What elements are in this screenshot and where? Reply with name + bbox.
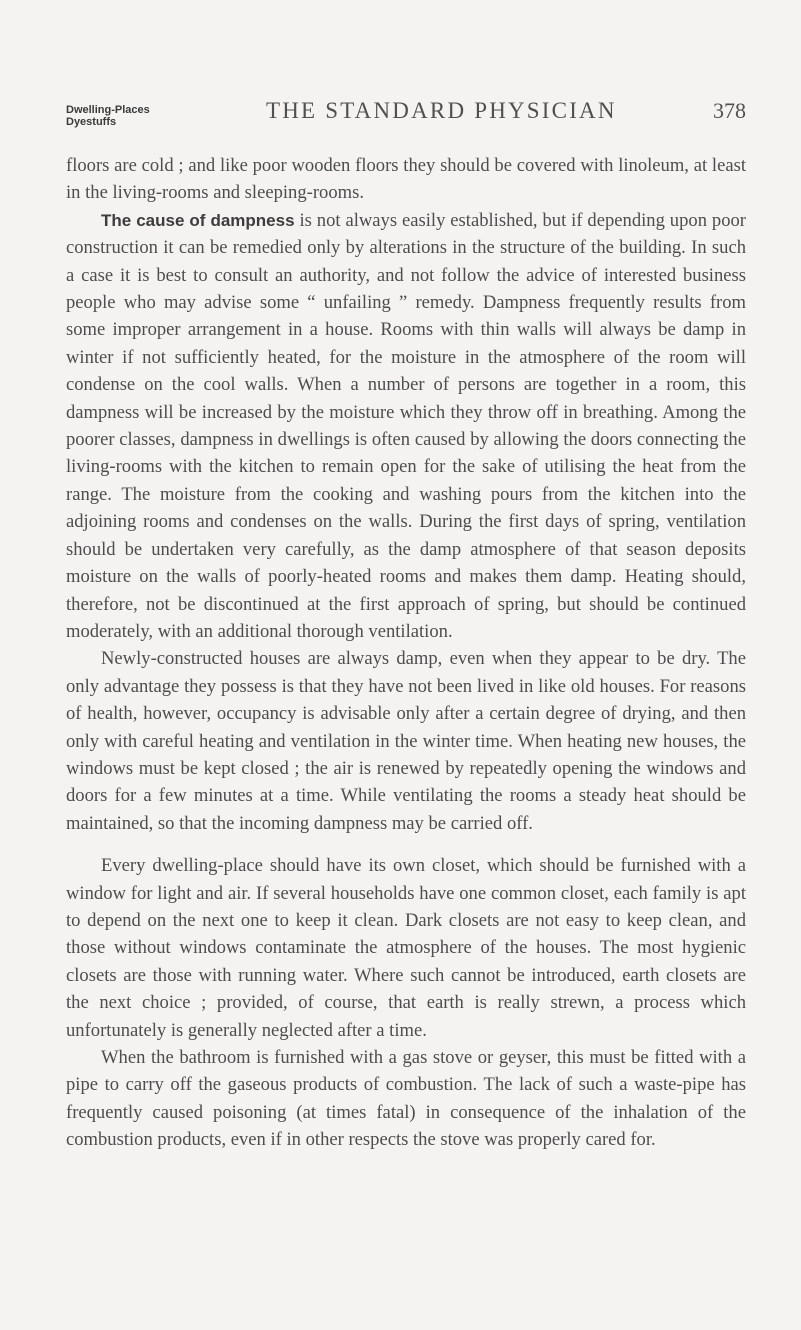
paragraph-2-text: is not always easily established, but if depending upon poor construction it can be remedied only by alterations in the structure of the building. In such a case it is best to consult an authority, and not follow the advice of interested business people who may advise some “ unfailing ” remedy. Dampness frequently results from some improper arrangement in a house. Rooms with thin walls will always be damp in winter if not sufficiently heated, for the moisture in the atmosphere of the room will condense on the cool walls. When a number of persons are together in a room, this dampness will be increased by the moisture which they throw off in breathing. Among the poorer classes, dampness in dwellings is often caused by allowing the doors connecting the living-rooms with the kitchen to remain open for the sake of utilising the heat from the range. The moisture from the cooking and washing pours from the kitchen into the adjoining rooms and condenses on the walls. During the first days of spring, ventilation should be undertaken very carefully, as the damp atmosphere of that season deposits moisture on the walls of poorly-heated rooms and makes them damp. Heating should, therefore, not be discontinued at the first approach of spring, but should be continued moderately, with an additional thorough ventilation.: [66, 209, 746, 642]
paragraph-1: floors are cold ; and like poor wooden floors they should be covered with linoleum, at least in the living-rooms and sleeping-rooms.: [66, 155, 746, 204]
side-note: [66, 104, 150, 128]
paragraph-3: Newly-constructed houses are always damp, even when they appear to be dry. The only advantage they possess is that they have not been lived in like old houses. For reasons of health, however, occupancy is advisable only after a certain degree of drying, and then only with careful heating and ventilation in the winter time. When heating new houses, the windows must be kept closed ; the air is renewed by repeatedly opening the windows and doors for a few minutes at a time. While ventilating the rooms a steady heat should be maintained, so that the incoming dampness may be carried off.: [66, 648, 746, 834]
paragraph-2: [66, 207, 746, 646]
body-text: [66, 152, 746, 1154]
page-number: 378: [713, 98, 746, 123]
book-title: THE STANDARD PHYSICIAN: [266, 98, 617, 123]
side-note-line-2: Dyestuffs: [66, 116, 117, 128]
running-head: [66, 98, 746, 138]
paragraph-5: When the bathroom is furnished with a gas stove or geyser, this must be fitted with a pipe to carry off the gaseous products of combustion. The lack of such a waste-pipe has frequently caused poisoning (at times fatal) in consequence of the inhalation of the combustion products, even if in other respects the stove was properly cared for.: [66, 1047, 746, 1151]
side-note-line-1: Dwelling-Places: [66, 104, 150, 116]
paragraph-2-lead-in: The cause of dampness: [101, 210, 295, 230]
paragraph-4: Every dwelling-place should have its own closet, which should be furnished with a window for light and air. If several households have one common closet, each family is apt to depend on the next one to keep it clean. Dark closets are not easy to keep clean, and those without windows contaminate the atmosphere of the houses. The most hygienic closets are those with running water. Where such cannot be introduced, earth closets are the next choice ; provided, of course, that earth is really strewn, a process which unfortunately is generally neglected after a time.: [66, 855, 746, 1041]
